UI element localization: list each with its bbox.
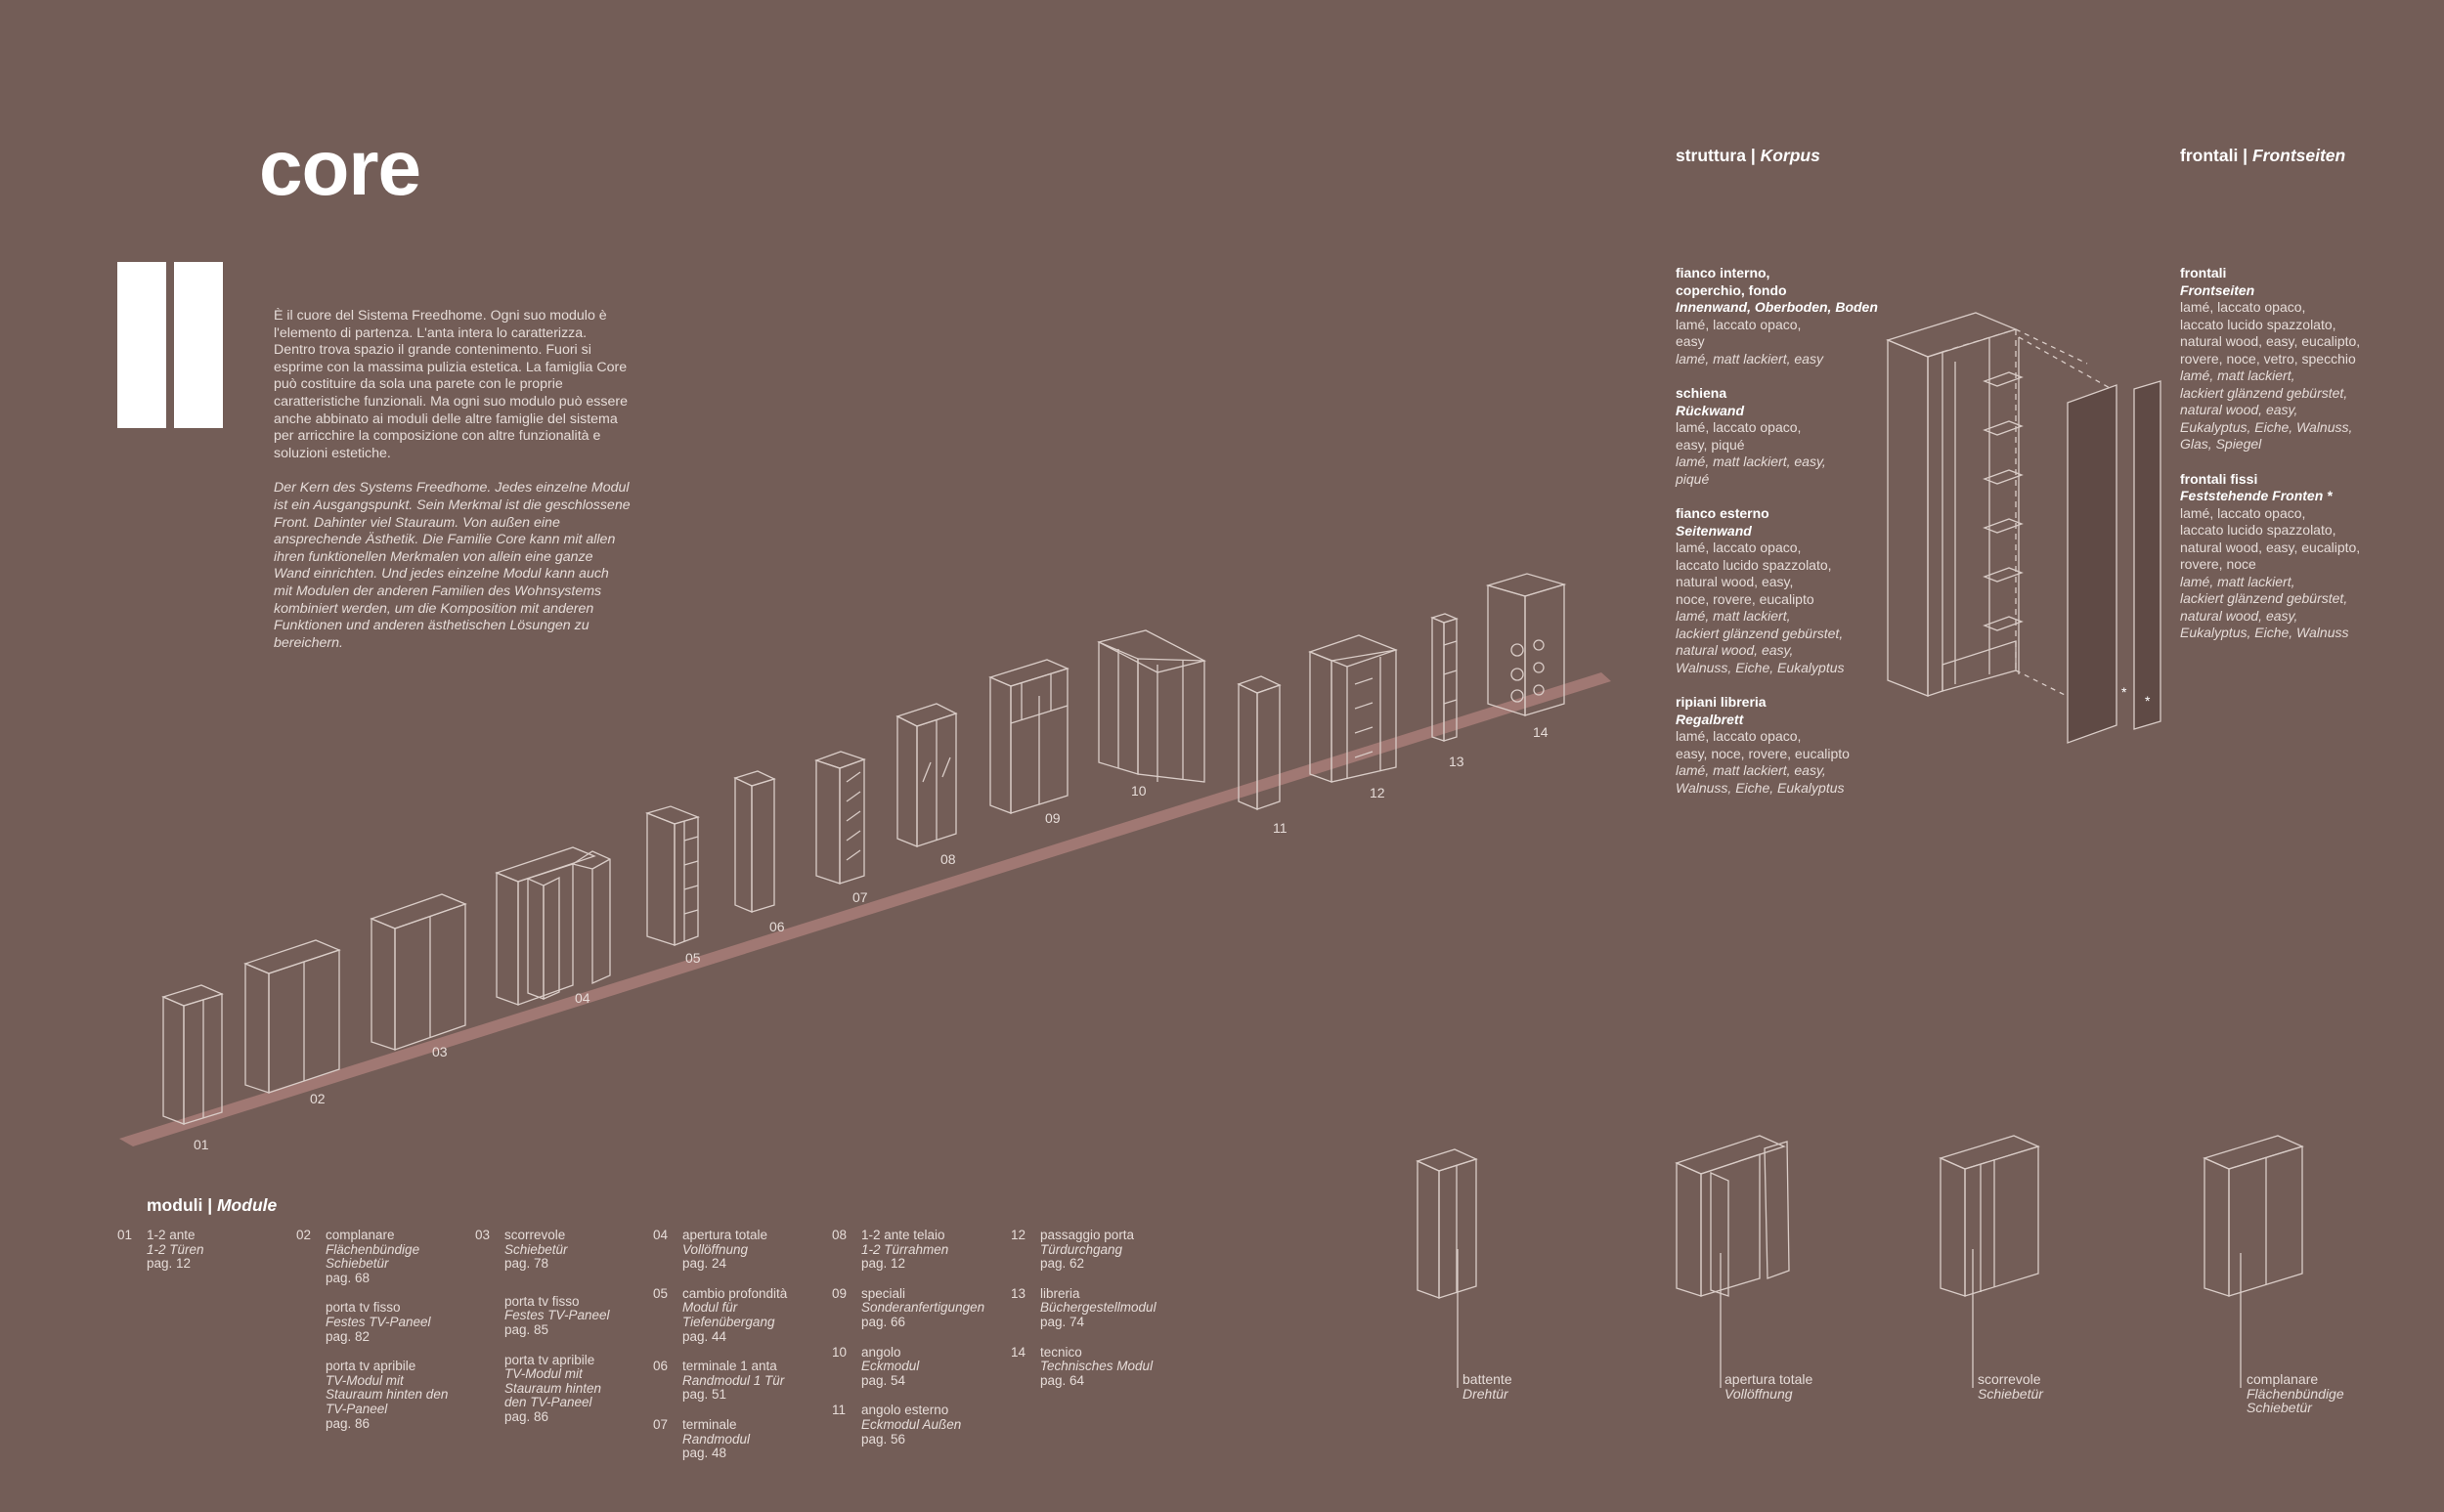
module-entry-page: pag. 54 (861, 1372, 906, 1388)
struttura-heading-it: struttura (1676, 146, 1746, 165)
frontali-heading: frontali | Frontseiten (2180, 146, 2346, 165)
panel-asterisk-1: * (2121, 684, 2127, 700)
module-entry-08 (832, 1229, 1003, 1272)
spec-material-de: natural wood, easy, (2180, 607, 2298, 624)
module-entry-02b (296, 1301, 467, 1344)
module-entry-number: 04 (653, 1228, 669, 1242)
module-entry-page: pag. 86 (326, 1415, 371, 1431)
spec-material: laccato lucido spazzolato, (2180, 522, 2336, 538)
module-number-09: 09 (1045, 810, 1061, 826)
spec-title-de: Seitenwand (1676, 522, 1752, 539)
opening-label-scorrevole (1978, 1372, 2043, 1401)
module-entry-it: angolo (861, 1344, 901, 1360)
spec-material: rovere, noce (2180, 556, 2256, 572)
spec-material: lamé, laccato opaco, (2180, 299, 2306, 315)
opening-scorrevole-drawing (1941, 1136, 2038, 1388)
module-number-14: 14 (1533, 724, 1549, 740)
spec-material: noce, rovere, eucalipto (1676, 590, 1814, 607)
spec-fianco-interno (1676, 265, 1900, 367)
spec-material: natural wood, easy, eucalipto, (2180, 539, 2361, 555)
module-number-03: 03 (432, 1044, 448, 1059)
struttura-specs (1676, 265, 1900, 814)
spec-material-de: Eukalyptus, Eiche, Walnuss, (2180, 418, 2353, 435)
module-entry-de: Büchergestellmodul (1040, 1300, 1157, 1316)
module-number-08: 08 (940, 851, 956, 867)
module-entry-it: 1-2 ante telaio (861, 1228, 945, 1242)
spec-material-de: lackiert glänzend gebürstet, (1676, 625, 1844, 641)
opening-label-complanare (2247, 1372, 2364, 1415)
opening-label-de: Vollöffnung (1724, 1385, 1793, 1402)
spec-frontali-fissi (2180, 471, 2415, 642)
module-entry-page: pag. 44 (682, 1328, 727, 1344)
module-entry-it: 1-2 ante (147, 1228, 196, 1242)
module-02-drawing (245, 940, 339, 1093)
module-entry-number: 08 (832, 1228, 848, 1242)
module-entry-page: pag. 68 (326, 1270, 371, 1285)
module-entry-number: 06 (653, 1359, 669, 1374)
module-number-13: 13 (1449, 754, 1464, 769)
spec-material: natural wood, easy, (1676, 574, 1794, 589)
moduli-col-4 (653, 1229, 824, 1477)
spec-title-de: Feststehende Fronten * (2180, 488, 2333, 503)
opening-label-it: scorrevole (1978, 1371, 2041, 1387)
module-entry-02 (296, 1229, 467, 1285)
module-01-drawing (163, 985, 222, 1124)
moduli-heading-it: moduli (147, 1195, 203, 1215)
spec-title-de: Frontseiten (2180, 281, 2255, 298)
spec-material-de: lamé, matt lackiert, (1676, 608, 1791, 624)
opening-battente-drawing (1418, 1149, 1476, 1388)
module-entry-page: pag. 64 (1040, 1372, 1085, 1388)
module-04-drawing (497, 847, 610, 1005)
moduli-col-6 (1011, 1229, 1197, 1404)
module-entry-de: Festes TV-Paneel (504, 1308, 610, 1323)
spec-material: laccato lucido spazzolato, (2180, 316, 2336, 332)
module-entry-02c (296, 1360, 467, 1431)
module-entry-de: TV-Modul mit Stauraum hinten den TV-Paneel (326, 1372, 449, 1416)
module-entry-11 (832, 1404, 1003, 1447)
spec-material: easy (1676, 333, 1705, 349)
module-entry-it: porta tv fisso (326, 1300, 401, 1316)
opening-label-de: Flächenbündige Schiebetür (2247, 1385, 2344, 1415)
spec-material-de: lamé, matt lackiert, (2180, 573, 2295, 589)
module-entry-de: 1-2 Türrahmen (861, 1241, 949, 1257)
module-entry-page: pag. 85 (504, 1321, 549, 1337)
module-entry-de: Flächenbündige Schiebetür (326, 1241, 420, 1272)
module-entry-page: pag. 74 (1040, 1314, 1085, 1329)
spec-title: coperchio, fondo (1676, 281, 1787, 298)
module-entry-number: 03 (475, 1228, 491, 1242)
module-entry-it: porta tv apribile (504, 1352, 595, 1367)
spec-material-de: Eukalyptus, Eiche, Walnuss (2180, 625, 2349, 640)
module-entry-de: Vollöffnung (682, 1241, 749, 1257)
module-entry-de: Schiebetür (504, 1241, 568, 1257)
module-entry-de: Sonderanfertigungen (861, 1300, 985, 1316)
module-number-05: 05 (685, 950, 701, 966)
spec-material-de: lamé, matt lackiert, easy, (1676, 454, 1826, 469)
module-03-drawing (371, 894, 465, 1050)
module-entry-it: complanare (326, 1228, 395, 1242)
module-entry-page: pag. 12 (147, 1256, 192, 1272)
module-entry-03c (475, 1354, 622, 1425)
module-09-drawing (990, 660, 1068, 813)
module-entry-number: 02 (296, 1228, 312, 1242)
spec-material: easy, piqué (1676, 436, 1745, 453)
module-entry-03b (475, 1295, 622, 1338)
spec-title: frontali fissi (2180, 470, 2258, 487)
spec-material: natural wood, easy, eucalipto, (2180, 333, 2361, 349)
moduli-col-1 (117, 1229, 293, 1287)
module-entry-de: Türdurchgang (1040, 1241, 1123, 1257)
spec-title-de: Rückwand (1676, 402, 1745, 418)
module-number-01: 01 (194, 1137, 209, 1152)
module-entry-it: angolo esterno (861, 1403, 949, 1418)
spec-material-de: lackiert glänzend gebürstet, (2180, 590, 2348, 606)
module-entry-it: speciali (861, 1285, 906, 1301)
module-entry-it: terminale (682, 1416, 737, 1432)
module-entry-de: Randmodul 1 Tür (682, 1372, 785, 1388)
opening-complanare-drawing (2204, 1136, 2302, 1388)
module-entry-01 (117, 1229, 293, 1272)
spec-material: laccato lucido spazzolato, (1676, 556, 1832, 573)
spec-ripiani-libreria (1676, 694, 1900, 797)
opening-label-de: Schiebetür (1978, 1385, 2043, 1402)
spec-material-de: lamé, matt lackiert, easy, (1676, 762, 1826, 778)
opening-label-de: Drehtür (1462, 1385, 1508, 1402)
module-entry-number: 01 (117, 1228, 133, 1242)
moduli-col-3 (475, 1229, 622, 1441)
module-entry-page: pag. 24 (682, 1256, 727, 1272)
module-number-06: 06 (769, 919, 785, 934)
module-entry-page: pag. 51 (682, 1387, 727, 1403)
opening-apertura-totale-drawing (1677, 1136, 1789, 1388)
module-10-drawing (1099, 630, 1204, 782)
module-entry-12 (1011, 1229, 1197, 1272)
struttura-heading: struttura | Korpus (1676, 146, 1820, 165)
module-entry-page: pag. 56 (861, 1431, 906, 1447)
spec-frontali (2180, 265, 2415, 454)
module-entry-de: Eckmodul (861, 1359, 920, 1374)
module-entry-page: pag. 78 (504, 1256, 549, 1272)
module-entry-page: pag. 12 (861, 1256, 906, 1272)
module-number-10: 10 (1131, 783, 1147, 799)
module-entry-09 (832, 1287, 1003, 1330)
module-entry-03 (475, 1229, 622, 1272)
module-entry-10 (832, 1346, 1003, 1389)
floor-strip (119, 672, 1611, 1146)
frontali-specs (2180, 265, 2415, 660)
moduli-col-2 (296, 1229, 467, 1447)
frontali-heading-de: Frontseiten (2251, 146, 2346, 165)
module-entry-de: Modul für Tiefenübergang (682, 1300, 775, 1329)
module-entry-06 (653, 1360, 824, 1403)
module-entry-de: Festes TV-Paneel (326, 1314, 431, 1329)
module-entry-page: pag. 48 (682, 1446, 727, 1461)
module-entry-14 (1011, 1346, 1197, 1389)
opening-label-it: apertura totale (1724, 1371, 1813, 1387)
spec-material: lamé, laccato opaco, (1676, 316, 1802, 332)
spec-title-de: Regalbrett (1676, 711, 1744, 727)
module-entry-it: terminale 1 anta (682, 1359, 777, 1374)
module-entry-number: 05 (653, 1285, 669, 1301)
spec-material-de: lackiert glänzend gebürstet, (2180, 384, 2348, 401)
module-entry-number: 14 (1011, 1344, 1026, 1360)
opening-label-it: complanare (2247, 1371, 2319, 1387)
module-entry-04 (653, 1229, 824, 1272)
spec-material-de: piqué (1676, 470, 1710, 487)
module-entry-it: passaggio porta (1040, 1228, 1135, 1242)
module-number-07: 07 (852, 889, 868, 905)
spec-title: fianco esterno (1676, 505, 1769, 521)
spec-title-de: Innenwand, Oberboden, Boden (1676, 299, 1878, 315)
module-entry-it: porta tv apribile (326, 1359, 416, 1374)
opening-label-it: battente (1462, 1371, 1512, 1387)
module-entry-number: 07 (653, 1416, 669, 1432)
spec-material: lamé, laccato opaco, (1676, 540, 1802, 555)
spec-material-de: lamé, matt lackiert, easy (1676, 350, 1823, 367)
spec-material-de: Walnuss, Eiche, Eukalyptus (1676, 779, 1845, 796)
moduli-col-5 (832, 1229, 1003, 1462)
opening-label-apertura-totale (1724, 1372, 1812, 1401)
spec-material-de: Walnuss, Eiche, Eukalyptus (1676, 659, 1845, 675)
module-entry-de: Randmodul (682, 1431, 751, 1447)
module-entry-number: 10 (832, 1344, 848, 1360)
spec-title: fianco interno, (1676, 265, 1770, 281)
frontali-heading-it: frontali (2180, 146, 2239, 165)
module-entry-07 (653, 1418, 824, 1461)
page-title: core (259, 124, 420, 211)
spec-title: ripiani libreria (1676, 694, 1767, 710)
module-number-04: 04 (575, 990, 590, 1006)
module-entry-05 (653, 1287, 824, 1344)
module-entry-it: cambio profondità (682, 1285, 788, 1301)
intro-german: Der Kern des Systems Freedhome. Jedes einzelne Modul ist ein Ausgangspunkt. Sein Merkmal ist die geschlossene Front. Dahinter viel Stauraum. Von außen eine ansprechende Ästhetik. Die Familie Core kann mit allen ihren funktionellen Merkmalen von allein eine ganze Wand einrichten. Und jedes einzelne Modul kann auch mit Modulen der anderen Familien des Wohnsystems kombiniert werden, um die Komposition mit anderen Funktionen und anderen ästhetischen Lösungen zu bereichern. (274, 480, 631, 651)
module-05-drawing (647, 806, 698, 945)
spec-fianco-esterno (1676, 505, 1900, 676)
module-entry-number: 12 (1011, 1228, 1026, 1242)
module-entry-13 (1011, 1287, 1197, 1330)
spec-material-de: natural wood, easy, (1676, 642, 1794, 658)
module-entry-number: 09 (832, 1285, 848, 1301)
spec-title: schiena (1676, 385, 1727, 401)
front-panels-drawing (2068, 381, 2160, 743)
moduli-heading: moduli | Module (147, 1195, 278, 1215)
module-entry-de: Technisches Modul (1040, 1359, 1154, 1374)
module-08-drawing (897, 704, 956, 846)
spec-material-de: lamé, matt lackiert, (2180, 367, 2295, 383)
spec-title: frontali (2180, 265, 2227, 281)
module-06-drawing (735, 771, 774, 912)
module-entry-it: libreria (1040, 1285, 1080, 1301)
module-entry-page: pag. 62 (1040, 1256, 1085, 1272)
module-number-12: 12 (1370, 785, 1385, 800)
module-07-drawing (816, 752, 864, 884)
module-entry-de: 1-2 Türen (147, 1241, 204, 1257)
spec-material: lamé, laccato opaco, (2180, 504, 2306, 521)
module-number-11: 11 (1273, 820, 1287, 836)
spec-material-de: natural wood, easy, (2180, 402, 2298, 417)
intro-italian: È il cuore del Sistema Freedhome. Ogni suo modulo è l'elemento di partenza. L'anta intera lo caratterizza. Dentro trova spazio il grande contenimento. Fuori si esprime con la massima pulizia estetica. La famiglia Core può costituire da sola una parete con le proprie caratteristiche funzionali. Ma ogni suo modulo può essere anche abbinato ai moduli delle altre famiglie del sistema per arricchire la composizione con altre funzionalità e soluzioni estetiche. (274, 308, 628, 461)
spec-material: easy, noce, rovere, eucalipto (1676, 745, 1850, 761)
panel-asterisk-2: * (2145, 693, 2151, 709)
opening-label-battente (1462, 1372, 1512, 1401)
spec-material: lamé, laccato opaco, (1676, 728, 1802, 744)
module-entry-page: pag. 86 (504, 1408, 549, 1424)
struttura-heading-de: Korpus (1760, 146, 1820, 165)
module-entry-number: 11 (832, 1403, 847, 1418)
moduli-heading-de: Module (216, 1195, 278, 1215)
module-entry-it: porta tv fisso (504, 1293, 580, 1309)
module-entry-de: Eckmodul Außen (861, 1416, 962, 1432)
spec-material-de: Glas, Spiegel (2180, 436, 2262, 452)
module-number-02: 02 (310, 1091, 326, 1106)
module-entry-it: scorrevole (504, 1228, 566, 1242)
module-entry-page: pag. 66 (861, 1314, 906, 1329)
module-entry-de: TV-Modul mit Stauraum hinten den TV-Paneel (504, 1366, 602, 1410)
module-entry-number: 13 (1011, 1285, 1026, 1301)
module-entry-page: pag. 82 (326, 1328, 371, 1344)
spec-schiena (1676, 385, 1900, 488)
module-entry-it: apertura totale (682, 1228, 768, 1242)
spec-material: rovere, noce, vetro, specchio (2180, 350, 2356, 367)
module-entry-it: tecnico (1040, 1344, 1082, 1360)
spec-material: lamé, laccato opaco, (1676, 419, 1802, 435)
